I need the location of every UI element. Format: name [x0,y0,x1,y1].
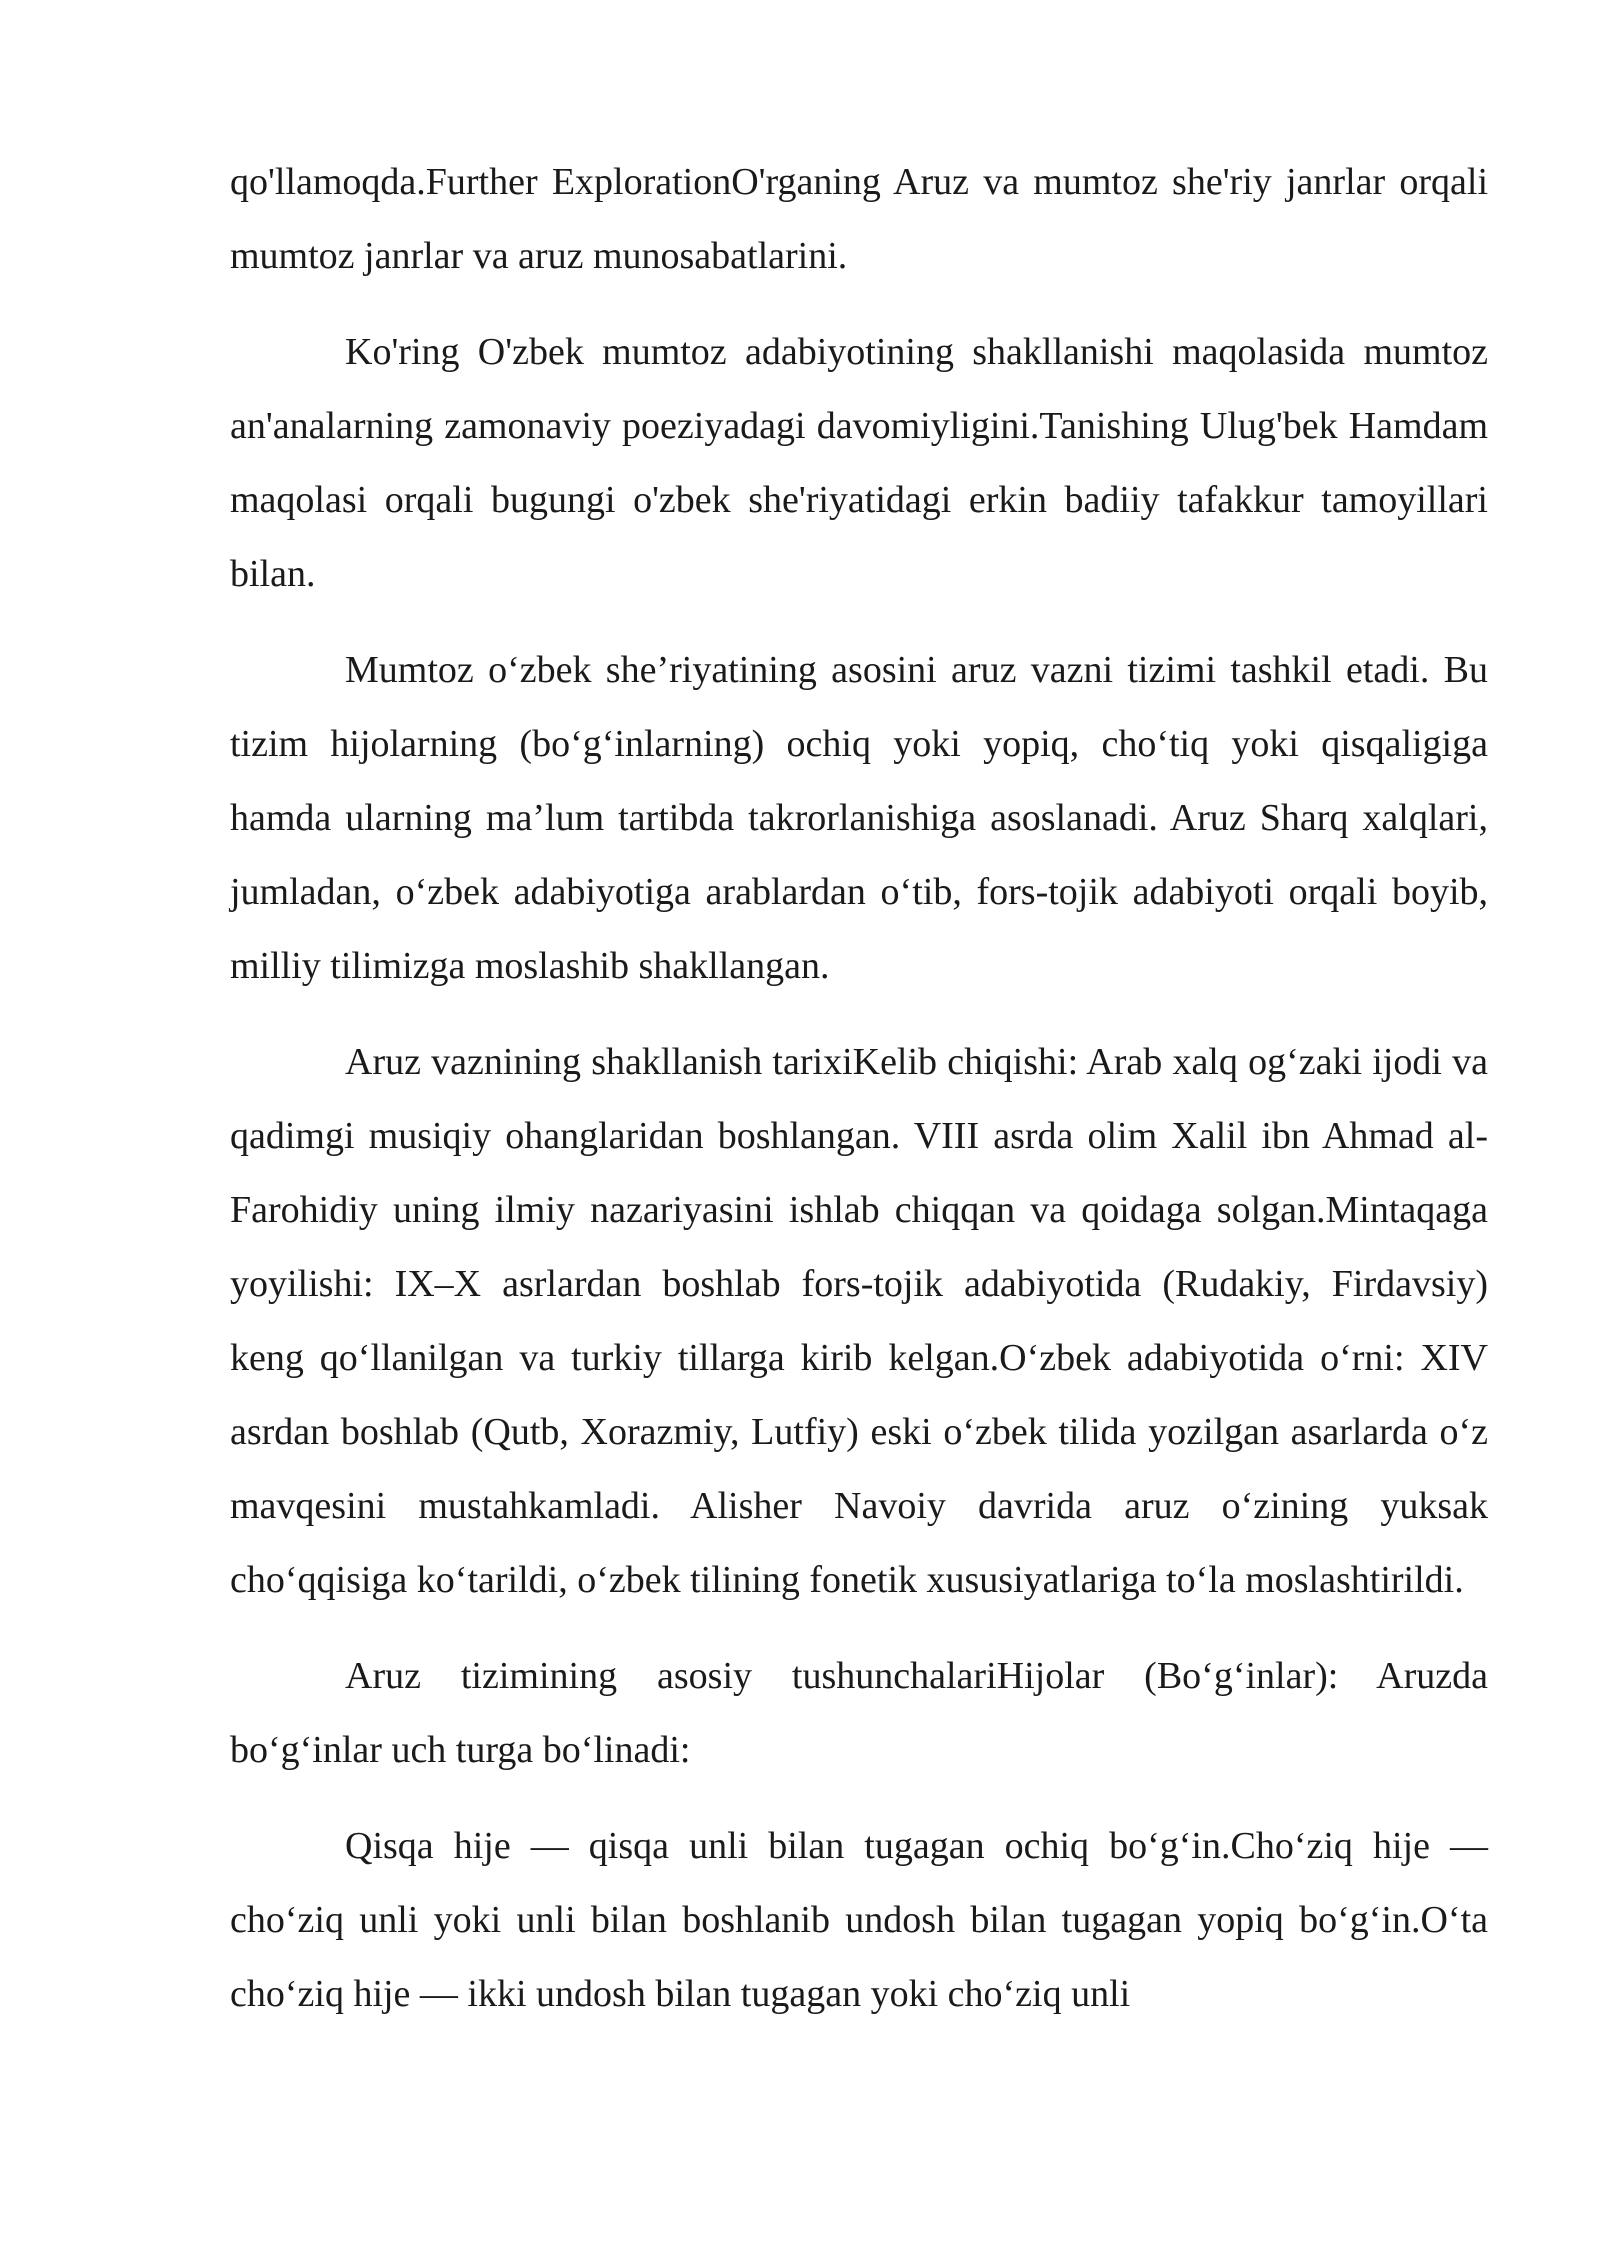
paragraph-4: Aruz vaznining shakllanish tarixiKelib chiqishi: Arab xalq og‘zaki ijodi va qadimgi musiqiy ohanglaridan boshlangan. VIII asrda olim Xalil ibn Ahmad al-Farohidiy uning ilmiy nazariyasini ishlab chiqqan va qoidaga solgan.Mintaqaga yoyilishi: IX–X asrlardan boshlab fors-tojik adabiyotida (Rudakiy, Firdavsiy) keng qo‘llanilgan va turkiy tillarga kirib kelgan.O‘zbek adabiyotida o‘rni: XIV asrdan boshlab (Qutb, Xorazmiy, Lutfiy) eski o‘zbek tilida yozilgan asarlarda o‘z mavqesini mustahkamladi. Alisher Navoiy davrida aruz o‘zining yuksak cho‘qqisiga ko‘tarildi, o‘zbek tilining fonetik xususiyatlariga to‘la moslashtirildi. [230,1041,1488,1601]
paragraph-1: qo'llamoqda.Further ExplorationO'rganing Aruz va mumtoz she'riy janrlar orqali mumtoz janrlar va aruz munosabatlarini. [230,161,1488,277]
document-page [230,145,1488,2053]
paragraph-2: Ko'ring O'zbek mumtoz adabiyotining shakllanishi maqolasida mumtoz an'analarning zamonaviy poeziyadagi davomiyligini.Tanishing Ulug'bek Hamdam maqolasi orqali bugungi o'zbek she'riyatidagi erkin badiiy tafakkur tamoyillari bilan. [230,331,1488,595]
paragraph-3: Mumtoz o‘zbek she’riyatining asosini aruz vazni tizimi tashkil etadi. Bu tizim hijolarning (bo‘g‘inlarning) ochiq yoki yopiq, cho‘tiq yoki qisqaligiga hamda ularning ma’lum tartibda takrorlanishiga asoslanadi. Aruz Sharq xalqlari, jumladan, o‘zbek adabiyotiga arablardan o‘tib, fors-tojik adabiyoti orqali boyib, milliy tilimizga moslashib shakllangan. [230,649,1488,987]
paragraph-5: Aruz tizimining asosiy tushunchalariHijolar (Bo‘g‘inlar): Aruzda bo‘g‘inlar uch turga bo‘linadi: [230,1655,1488,1771]
paragraph-6: Qisqa hije — qisqa unli bilan tugagan ochiq bo‘g‘in.Cho‘ziq hije — cho‘ziq unli yoki unli bilan boshlanib undosh bilan tugagan yopiq bo‘g‘in.O‘ta cho‘ziq hije — ikki undosh bilan tugagan yoki cho‘ziq unli [230,1825,1488,2015]
